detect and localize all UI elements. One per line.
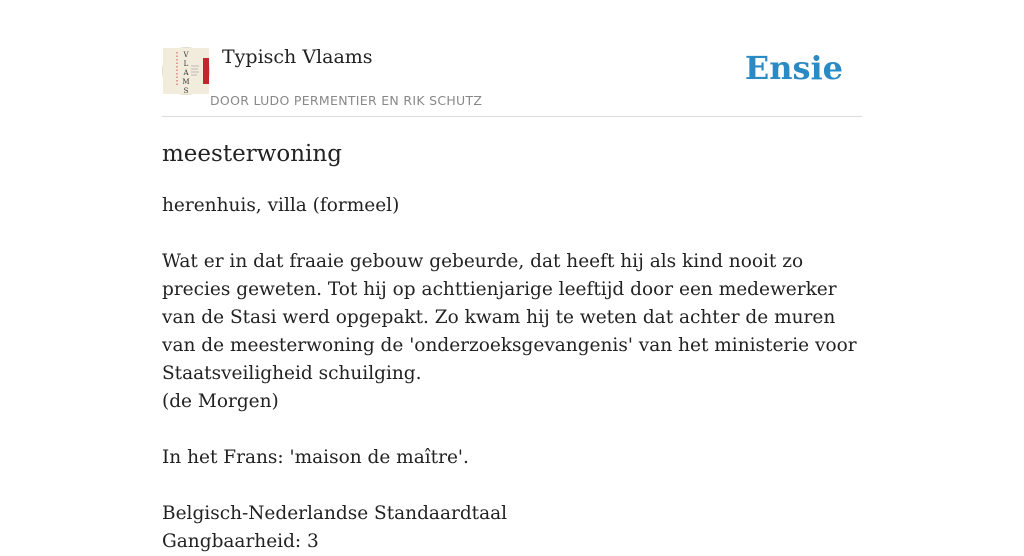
- cover-letter: A: [183, 69, 189, 77]
- book-cover-artwork: [163, 48, 209, 94]
- cover-letter: L: [183, 60, 189, 68]
- entry-content: [162, 138, 862, 556]
- entry-word: meesterwoning: [162, 141, 342, 167]
- book-title[interactable]: Typisch Vlaams: [222, 46, 373, 68]
- entry-definition: herenhuis, villa (formeel) Wat er in dat fraaie gebouw gebeurde, dat heeft hij als kind nooit zo precies geweten. Tot hij op achttienjarige leeftijd door een medewerker van de Stasi werd opgepakt. Zo kwam hij te weten dat achter de muren van de meesterwoning de 'onderzoeksgevangenis' van het ministerie voor Staatsveiligheid schuilging. (de Morgen) In het Frans: 'maison de maître'. Belgisch-Nederlandse Standaardtaal Gangbaarheid: 3: [162, 195, 857, 552]
- cover-letter: M: [182, 78, 190, 86]
- book-authors: DOOR LUDO PERMENTIER EN RIK SCHUTZ: [210, 93, 483, 108]
- ensie-logo[interactable]: Ensie: [744, 49, 843, 87]
- page-header: [162, 40, 862, 117]
- cover-letter: S: [183, 87, 189, 95]
- book-cover-icon[interactable]: [162, 47, 210, 95]
- cover-letter: V: [183, 51, 189, 59]
